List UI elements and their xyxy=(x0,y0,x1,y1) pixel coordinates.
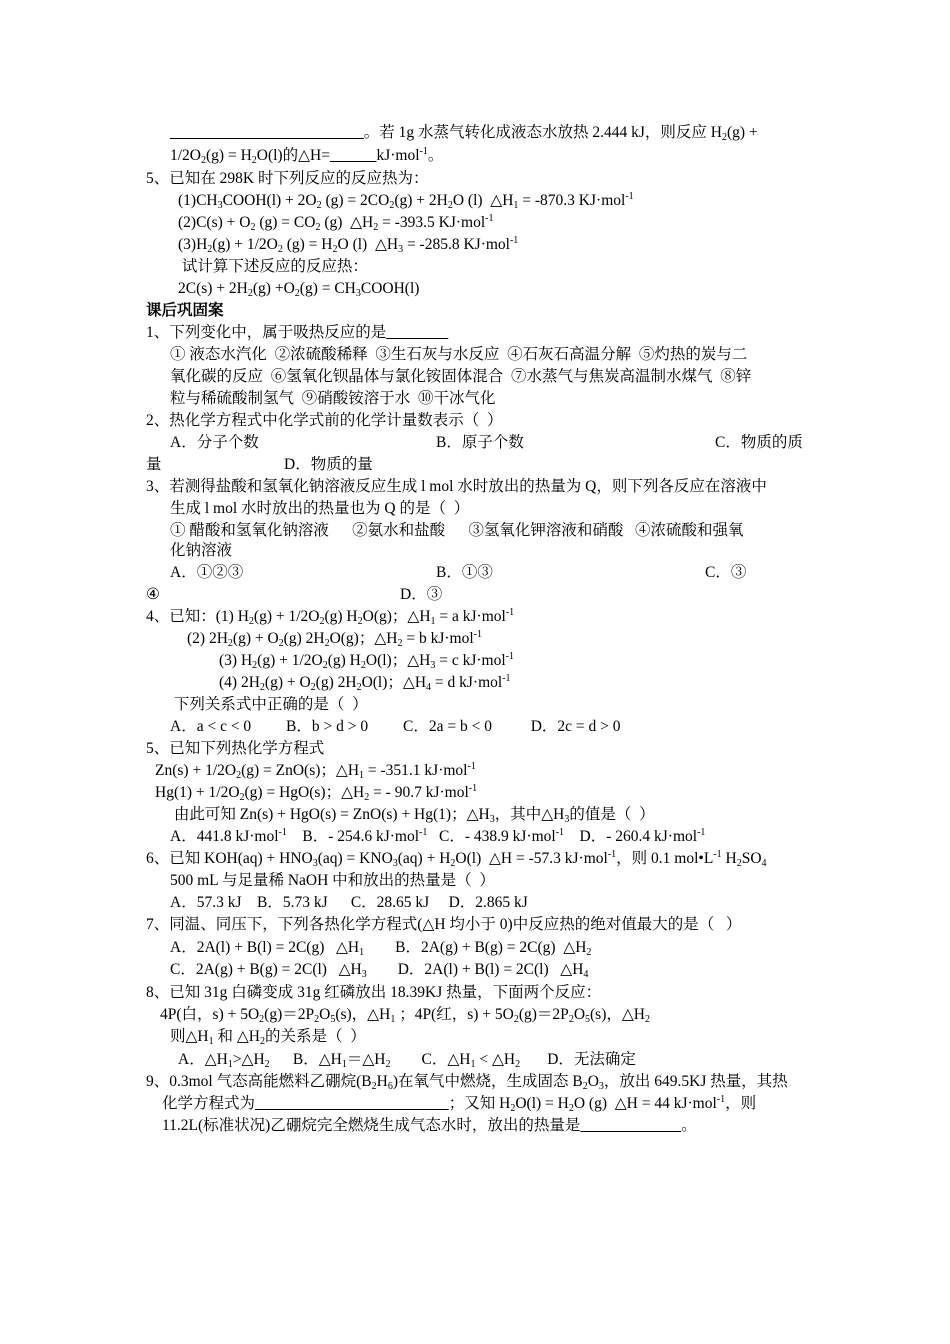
text-line: B．原子个数 xyxy=(436,434,524,451)
text-line: (2) $2H_2(g) + O_2(g)$ $2H_2O(g)$；$\triangle H_2 = b$ kJ·mol$^{-1}$ xyxy=(187,629,482,649)
text-line: D．③ xyxy=(400,586,443,603)
text-line: 8、已知 31g 白磷变成 31g 红磷放出 18.39KJ 热量，下面两个反应： xyxy=(146,984,602,1001)
text-line: ④ xyxy=(146,586,160,603)
text-line: $(2)C(s) + O_2$ $(g) = CO_2$ (g) $\triangle H_2 = -393.5$ KJ·mol$^{-1}$ xyxy=(178,213,494,233)
text-line: (3) $H_2(g) + 1/2O_2(g)$ $H_2O(l)$；$\triangle H_3 = c$ kJ·mol$^{-1}$ xyxy=(219,651,514,671)
text-line: 课后巩固案 xyxy=(146,302,224,319)
text-line: 氧化碳的反应 ⑥氢氧化钡晶体与氯化铵固体混合 ⑦水蒸气与焦炭高温制水煤气 ⑧锌 xyxy=(170,368,752,385)
text-line: 2、热化学方程式中化学式前的化学计量数表示（ ） xyxy=(146,412,503,429)
text-line: B．①③ xyxy=(436,564,493,581)
text-line: (4) $2H_2(g) + O_2(g)$ $2H_2O(l)$；$\triangle H_4 = d$ kJ·mol$^{-1}$ xyxy=(219,673,511,693)
text-line: ① 液态水汽化 ②浓硫酸稀释 ③生石灰与水反应 ④石灰石高温分解 ⑤灼热的炭与二 xyxy=(170,346,748,363)
text-line: $(3)H_2(g) + 1/2O_2$ $(g) = H_2O$ (l) $\triangle H_3 = -285.8$ KJ·mol$^{-1}$ xyxy=(178,235,519,255)
text-line: 。若 1g 水蒸气转化成液态水放热 2.444 kJ，则反应 $H_2(g)$ + xyxy=(363,124,758,143)
text-line: 1、下列变化中，属于吸热反应的是 xyxy=(146,324,387,341)
text-line: 则$\triangle H_1$ 和 $\triangle H_2$的关系是（ ） xyxy=(170,1028,366,1047)
text-line: 生成 l mol 水时放出的热量也为 Q 的是（ ） xyxy=(170,500,470,517)
text-line: $(1)CH_3COOH(l) + 2O_2$ $(g) = 2CO_2(g) + 2H_2O$ (l) $\triangle H_1 = -870.3$ KJ·mol$^{-1}$ xyxy=(178,191,634,211)
text-line: 由此可知 Zn(s) + HgO(s) = ZnO(s) + Hg(1)；$\triangle H_3$，其中$\triangle H_3$的值是（ ） xyxy=(170,806,655,825)
text-line: $1/2O_2(g) = H_2O(l)$的△H= kJ·mol$^{-1}$。 xyxy=(170,146,444,166)
text-line: 4、已知：(1) $H_2(g) + 1/2O_2(g)$ $H_2O(g)$；$\triangle H_1 = a$ kJ·mol$^{-1}$ xyxy=(146,607,515,627)
text-line: 粒与稀硫酸制氢气 ⑨硝酸铵溶于水 ⑩干冰气化 xyxy=(170,390,496,407)
text-line: 9、0.3mol 气态高能燃料乙硼烷$(B_2H_6)$在氧气中燃烧，生成固态 $B_2O_3$，放出 649.5KJ 热量，其热 xyxy=(146,1073,788,1092)
text-line: 500 mL 与足量稀 NaOH 中和放出的热量是（ ） xyxy=(170,872,495,889)
text-line: 量 xyxy=(146,456,162,473)
text-line: A．①②③ xyxy=(170,564,244,581)
text-line: C．2A(g) + B(g) = 2C(l) $\triangle H_3$ D．2A(l) + B(l) = 2C(l) $\triangle H_4$ xyxy=(170,961,589,980)
text-line: A．57.3 kJ B．5.73 kJ C．28.65 kJ D．2.865 kJ xyxy=(170,894,528,911)
text-line: 下列关系式中正确的是（ ） xyxy=(170,696,368,713)
text-line: 试计算下述反应的反应热： xyxy=(178,258,368,275)
text-line: 5、已知在 298K 时下列反应的反应热为： xyxy=(146,170,429,187)
text-line: $Hg(1) + 1/2O_2(g) = HgO(s)$；$\triangle H_2$ = - 90.7 kJ·mol$^{-1}$ xyxy=(155,783,478,803)
text-line: ① 醋酸和氢氧化钠溶液 ②氨水和盐酸 ③氢氧化钾溶液和硝酸 ④浓硫酸和强氧 xyxy=(170,522,744,539)
text-line: 11.2L(标准状况)乙硼烷完全燃烧生成气态水时，放出的热量是 。 xyxy=(162,1117,697,1134)
text-line: 3、若测得盐酸和氢氧化钠溶液反应生成 l mol 水时放出的热量为 Q，则下列各反应在溶液中 xyxy=(146,478,767,495)
text-line: D．物质的量 xyxy=(284,456,373,473)
text-line: 7、同温、同压下，下列各热化学方程式(△H 均小于 0)中反应热的绝对值最大的是（ ） xyxy=(146,916,742,933)
text-line: 5、已知下列热化学方程式 xyxy=(146,740,325,757)
text-line: 4P(白，$s) + 5O_2(g)=2P_2O_5(s)$，$\triangle H_1$ ；4P(红，$s) + 5O_2(g)=2P_2O_5(s)$，$\triangle H_2$ xyxy=(160,1006,650,1025)
text-line: A．2A(l) + B(l) = 2C(g) $\triangle H_1$ B．2A(g) + B(g) = 2C(g) $\triangle H_2$ xyxy=(170,939,592,958)
text-line: C．③ xyxy=(705,564,747,581)
text-line: 6、已知 $KOH(aq) + HNO_3(aq) = KNO_3(aq) + H_2O(l)$ △H = -57.3 kJ·mol$^{-1}$，则 0.1 $mol•L^{-1}$ $H_2SO_4$ xyxy=(146,849,767,869)
text-line: A．441.8 kJ·mol$^{-1}$ B．- 254.6 kJ·mol$^{-1}$ C．- 438.9 kJ·mol$^{-1}$ D．- 260.4 kJ·mol$^{-1}$ xyxy=(170,827,706,845)
text-line: A．$\triangle H_1>\triangle H_2$ B．$\triangle H_1=\triangle H_2$ C．$\triangle H_1$ < $\triangle H_2$ D．无法确定 xyxy=(178,1051,636,1070)
text-line: C．物质的质 xyxy=(715,434,803,451)
text-line: A．分子个数 xyxy=(170,434,259,451)
text-line: A．a < c < 0 B．b > d > 0 C．2a = b < 0 D．2c = d > 0 xyxy=(170,718,621,735)
text-line: $Zn(s) + 1/2O_2(g) = ZnO(s)$；$\triangle H_1 = -351.1$ kJ·mol$^{-1}$ xyxy=(155,761,476,781)
text-line: $2C(s) + 2H_2(g) +O_2(g)$ = $CH_3COOH(l)$ xyxy=(178,280,420,299)
text-line: 化学方程式为 ；又知 $H_2O(l) = H_2O$ (g) △H = 44 kJ·mol$^{-1}$，则 xyxy=(162,1094,757,1114)
text-line: 化钠溶液 xyxy=(170,542,233,559)
